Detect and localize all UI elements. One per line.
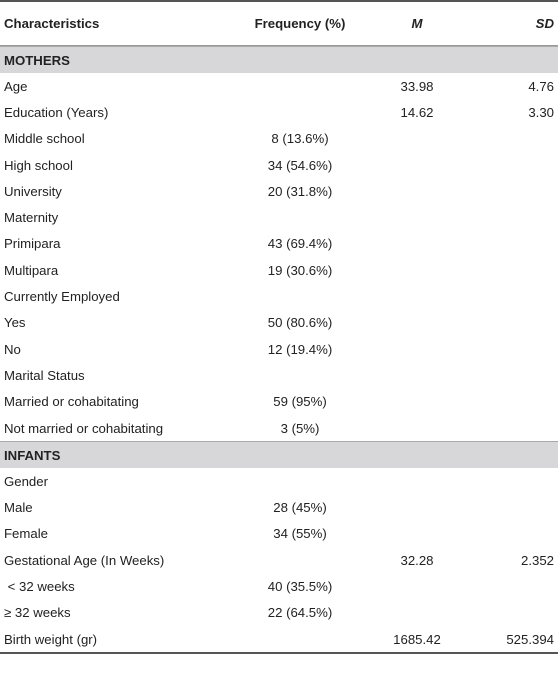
row-label: Education (Years) — [4, 104, 109, 120]
row-label: Gender — [4, 473, 48, 489]
row-label: No — [4, 341, 21, 357]
row-frequency: 3 (5%) — [280, 420, 320, 436]
header-sd: SD — [535, 16, 554, 31]
row-label: ≥ 32 weeks — [4, 605, 71, 621]
row-label: Currently Employed — [4, 289, 120, 305]
row-label: Female — [4, 526, 48, 542]
row-frequency: 22 (64.5%) — [267, 605, 333, 621]
table-row — [0, 257, 558, 283]
table-row — [0, 494, 558, 520]
row-frequency: 20 (31.8%) — [267, 183, 333, 199]
row-mean: 14.62 — [400, 104, 434, 120]
row-label: University — [4, 183, 62, 199]
table-body — [0, 46, 558, 654]
row-label: Gestational Age (In Weeks) — [4, 552, 165, 568]
row-label: Primipara — [4, 236, 61, 252]
row-frequency: 12 (19.4%) — [267, 341, 333, 357]
row-sd: 3.30 — [528, 104, 554, 120]
row-sd: 4.76 — [528, 78, 554, 94]
row-label: Marital Status — [4, 367, 85, 383]
section-header-mothers — [0, 46, 558, 73]
table-header — [0, 0, 558, 46]
row-mean: 32.28 — [400, 552, 434, 568]
header-characteristics: Characteristics — [4, 16, 100, 31]
table-row — [0, 204, 558, 230]
row-sd: 525.394 — [506, 631, 554, 647]
row-frequency: 59 (95%) — [273, 394, 327, 410]
table-row — [0, 547, 558, 573]
row-frequency: 43 (69.4%) — [267, 236, 333, 252]
header-mean: M — [411, 16, 423, 31]
row-label: Yes — [4, 315, 26, 331]
table-row — [0, 600, 558, 626]
table-row — [0, 99, 558, 125]
row-frequency: 40 (35.5%) — [267, 578, 333, 594]
table-row — [0, 231, 558, 257]
row-label: High school — [4, 157, 73, 173]
table-row — [0, 626, 558, 654]
table-row — [0, 178, 558, 204]
header-frequency: Frequency (%) — [254, 16, 346, 31]
table-row — [0, 152, 558, 178]
table-row — [0, 573, 558, 599]
row-label: Male — [4, 500, 33, 516]
section-header-infants — [0, 441, 558, 468]
row-frequency: 28 (45%) — [273, 500, 327, 516]
row-label: Maternity — [4, 210, 59, 226]
row-sd: 2.352 — [520, 552, 554, 568]
table-row — [0, 310, 558, 336]
row-frequency: 8 (13.6%) — [271, 131, 329, 147]
row-label: Multipara — [4, 262, 59, 278]
row-frequency: 19 (30.6%) — [267, 262, 333, 278]
table-row — [0, 283, 558, 309]
table-row — [0, 389, 558, 415]
row-label: Birth weight (gr) — [4, 631, 98, 647]
row-label: Not married or cohabitating — [4, 420, 164, 436]
row-mean: 33.98 — [400, 78, 434, 94]
table-row — [0, 73, 558, 99]
row-frequency: 34 (55%) — [273, 526, 327, 542]
table-row — [0, 521, 558, 547]
table-row — [0, 468, 558, 494]
row-label: Age — [4, 78, 28, 94]
row-label: Married or cohabitating — [4, 394, 139, 410]
row-frequency: 50 (80.6%) — [267, 315, 333, 331]
section-title: INFANTS — [4, 447, 61, 463]
row-label: Middle school — [4, 131, 85, 147]
row-mean: 1685.42 — [393, 631, 441, 647]
table-row — [0, 415, 558, 441]
section-title: MOTHERS — [4, 52, 70, 68]
table-row — [0, 336, 558, 362]
table-row — [0, 362, 558, 388]
table-row — [0, 126, 558, 152]
row-label: < 32 weeks — [4, 578, 75, 594]
row-frequency: 34 (54.6%) — [267, 157, 333, 173]
